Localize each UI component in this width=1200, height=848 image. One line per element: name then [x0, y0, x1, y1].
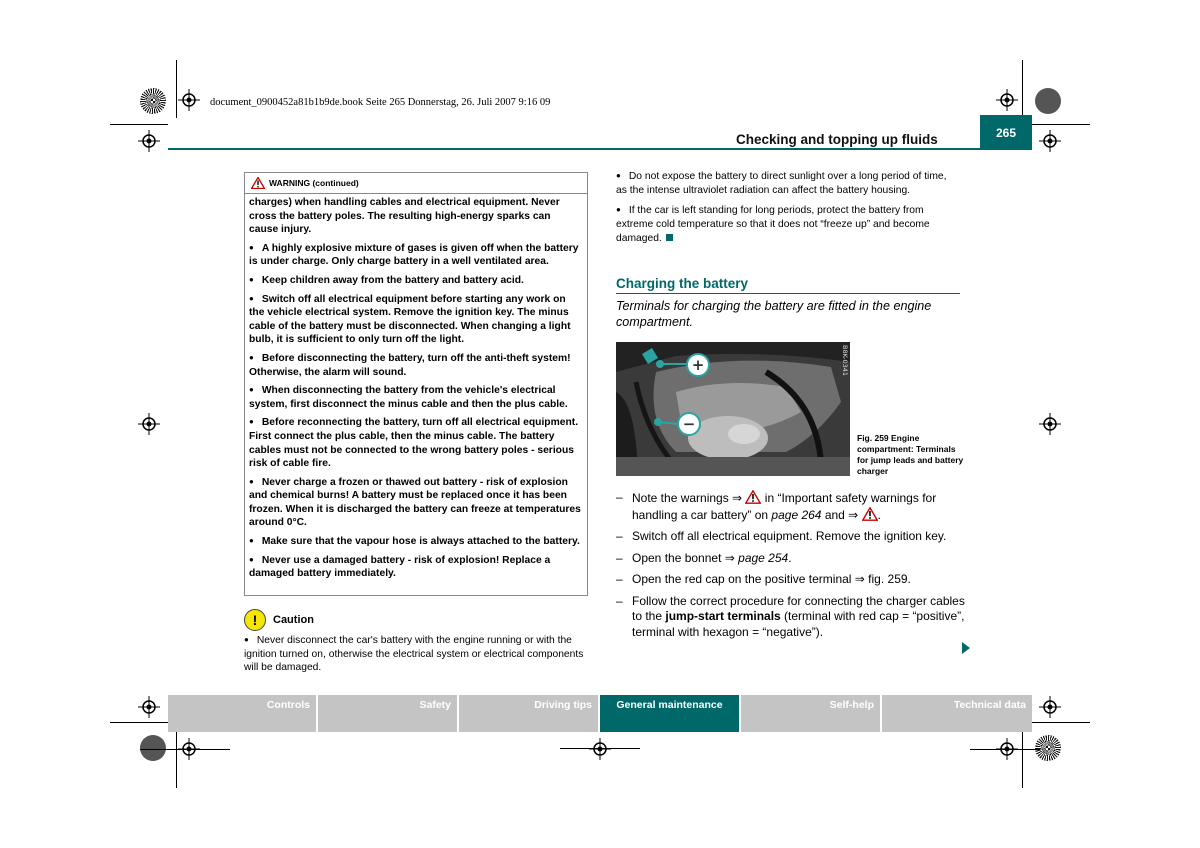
registration-rosette — [140, 88, 166, 114]
warning-bullet: ● When disconnecting the battery from the vehicle's electrical system, first disconnect the minus cable and then the plus cable. — [249, 383, 581, 411]
section-heading: Charging the battery — [616, 276, 749, 291]
warning-bullet: ● Keep children away from the battery and battery acid. — [249, 273, 581, 288]
warning-box — [244, 172, 588, 596]
list-item-text: If the car is left standing for long periods, protect the battery from extreme cold temperature so that it does not “freeze up” and become damaged. — [616, 205, 930, 244]
engine-figure — [616, 342, 850, 476]
warning-bullet: ● Before disconnecting the battery, turn off the anti-theft system! Otherwise, the alarm will sound. — [249, 351, 581, 379]
caution-text: ● Never disconnect the car's battery with the engine running or with the ignition turned on, otherwise the electrical system or electrical components will be damaged. — [244, 633, 590, 675]
warning-body — [245, 194, 587, 581]
warning-paragraph: charges) when handling cables and electrical equipment. Never cross the battery poles. The resulting high-energy sparks can cause injury. — [249, 197, 560, 236]
warning-header — [245, 173, 587, 194]
list-item: ● Do not expose the battery to direct sunlight over a long period of time, as the intense ultraviolet radiation can affect the battery housing. — [616, 169, 960, 198]
crosshair-icon — [1039, 413, 1061, 435]
engine-compartment-illustration — [616, 342, 850, 476]
figure-plus-label: + — [691, 356, 705, 374]
end-of-section-icon — [666, 234, 673, 241]
step-item — [616, 490, 966, 523]
tab-general-maintenance[interactable]: General maintenance — [600, 695, 739, 732]
page-number: 265 — [980, 115, 1032, 148]
caution-title: Caution — [273, 614, 314, 626]
step-dash: – — [616, 572, 623, 586]
warning-bullet: ● A highly explosive mixture of gases is given off when the battery is under charge. Only charge battery in a well ventilated area. — [249, 241, 581, 269]
step-text: . — [788, 550, 792, 565]
step-emphasis: jump-start terminals — [665, 609, 781, 623]
warning-bullet: ● Before reconnecting the battery, turn off all electrical equipment. First connect the plus cable, then the minus cable. The battery cables must not be connected to the wrong battery poles - serious risk of cable fire. — [249, 415, 581, 470]
step-text: and ⇒ — [821, 507, 862, 522]
tab-controls[interactable]: Controls — [168, 695, 316, 732]
step-text: Open the red cap on the positive terminal ⇒ fig. 259. — [632, 572, 911, 586]
tab-driving-tips[interactable]: Driving tips — [459, 695, 598, 732]
intro-text: Terminals for charging the battery are fitted in the engine compartment. — [616, 299, 932, 329]
step-text: Note the warnings ⇒ — [632, 491, 746, 505]
tab-technical-data[interactable]: Technical data — [882, 695, 1032, 732]
tab-safety[interactable]: Safety — [318, 695, 457, 732]
step-text: (terminal with red cap = “positive”, terminal with hexagon = “negative”). — [632, 609, 965, 639]
file-meta: document_0900452a81b1b9de.book Seite 265 Donnerstag, 26. Juli 2007 9:16 09 — [210, 97, 551, 108]
figure-code: B8K-0341 — [841, 345, 849, 377]
crosshair-icon — [1039, 696, 1061, 718]
warning-bullet: ● Never charge a frozen or thawed out battery - risk of explosion and chemical burns! A battery must be replaced once it has been frozen. When it is discharged the battery can freeze at temperatures around 0°C. — [249, 475, 581, 530]
crosshair-icon — [589, 738, 611, 760]
registration-rosette — [1035, 88, 1061, 114]
right-bullets — [616, 169, 960, 251]
list-item — [616, 203, 960, 246]
registration-rosette — [1035, 735, 1061, 761]
warning-bullet: ● Make sure that the vapour hose is always attached to the battery. — [249, 534, 581, 549]
crosshair-icon — [138, 130, 160, 152]
header-rule — [168, 148, 1032, 150]
step-item — [616, 529, 966, 545]
step-text: Switch off all electrical equipment. Remove the ignition key. — [632, 529, 947, 543]
crosshair-icon — [178, 89, 200, 111]
figure-caption: Fig. 259 Engine compartment: Terminals for jump leads and battery charger — [857, 433, 964, 476]
warning-triangle-icon — [862, 507, 878, 521]
crosshair-icon — [1039, 130, 1061, 152]
heading-rule — [616, 293, 960, 294]
step-item — [616, 572, 966, 588]
warning-bullet: ● Never use a damaged battery - risk of explosion! Replace a damaged battery immediately. — [249, 553, 581, 581]
warning-triangle-icon — [251, 177, 265, 189]
figure-minus-label: − — [682, 415, 696, 433]
section-title: Checking and topping up fluids — [736, 132, 938, 147]
page-link[interactable]: page 264 — [771, 507, 822, 522]
step-text: Follow the correct procedure for connecting the charger cables to the — [632, 593, 965, 623]
step-dash: – — [616, 529, 623, 543]
step-text: . — [877, 507, 881, 522]
warning-title: WARNING (continued) — [269, 178, 359, 188]
caution-heading — [244, 609, 314, 631]
crosshair-icon — [996, 89, 1018, 111]
step-text: Open the bonnet ⇒ — [632, 550, 739, 565]
page-link[interactable]: page 254 — [738, 550, 789, 565]
warning-bullet: ● Switch off all electrical equipment before starting any work on the vehicle electrical system. Remove the ignition key. The minus cable of the battery must be disconnected. When changing a light bulb, it is sufficient to only turn off the light. — [249, 292, 581, 347]
caution-icon: ! — [244, 609, 266, 631]
procedure-steps — [616, 490, 966, 646]
step-dash: – — [616, 490, 623, 504]
chapter-tabs — [168, 695, 1032, 732]
step-dash: – — [616, 550, 623, 565]
crosshair-icon — [138, 696, 160, 718]
warning-triangle-icon — [745, 490, 761, 504]
tab-self-help[interactable]: Self-help — [741, 695, 880, 732]
registration-rosette — [140, 735, 166, 761]
crosshair-icon — [138, 413, 160, 435]
next-page-arrow-icon[interactable] — [962, 642, 970, 654]
step-text: in “Important safety warnings for handling a car battery” on — [632, 491, 937, 522]
step-dash: – — [616, 593, 623, 608]
step-item — [616, 551, 966, 567]
step-item — [616, 594, 966, 641]
